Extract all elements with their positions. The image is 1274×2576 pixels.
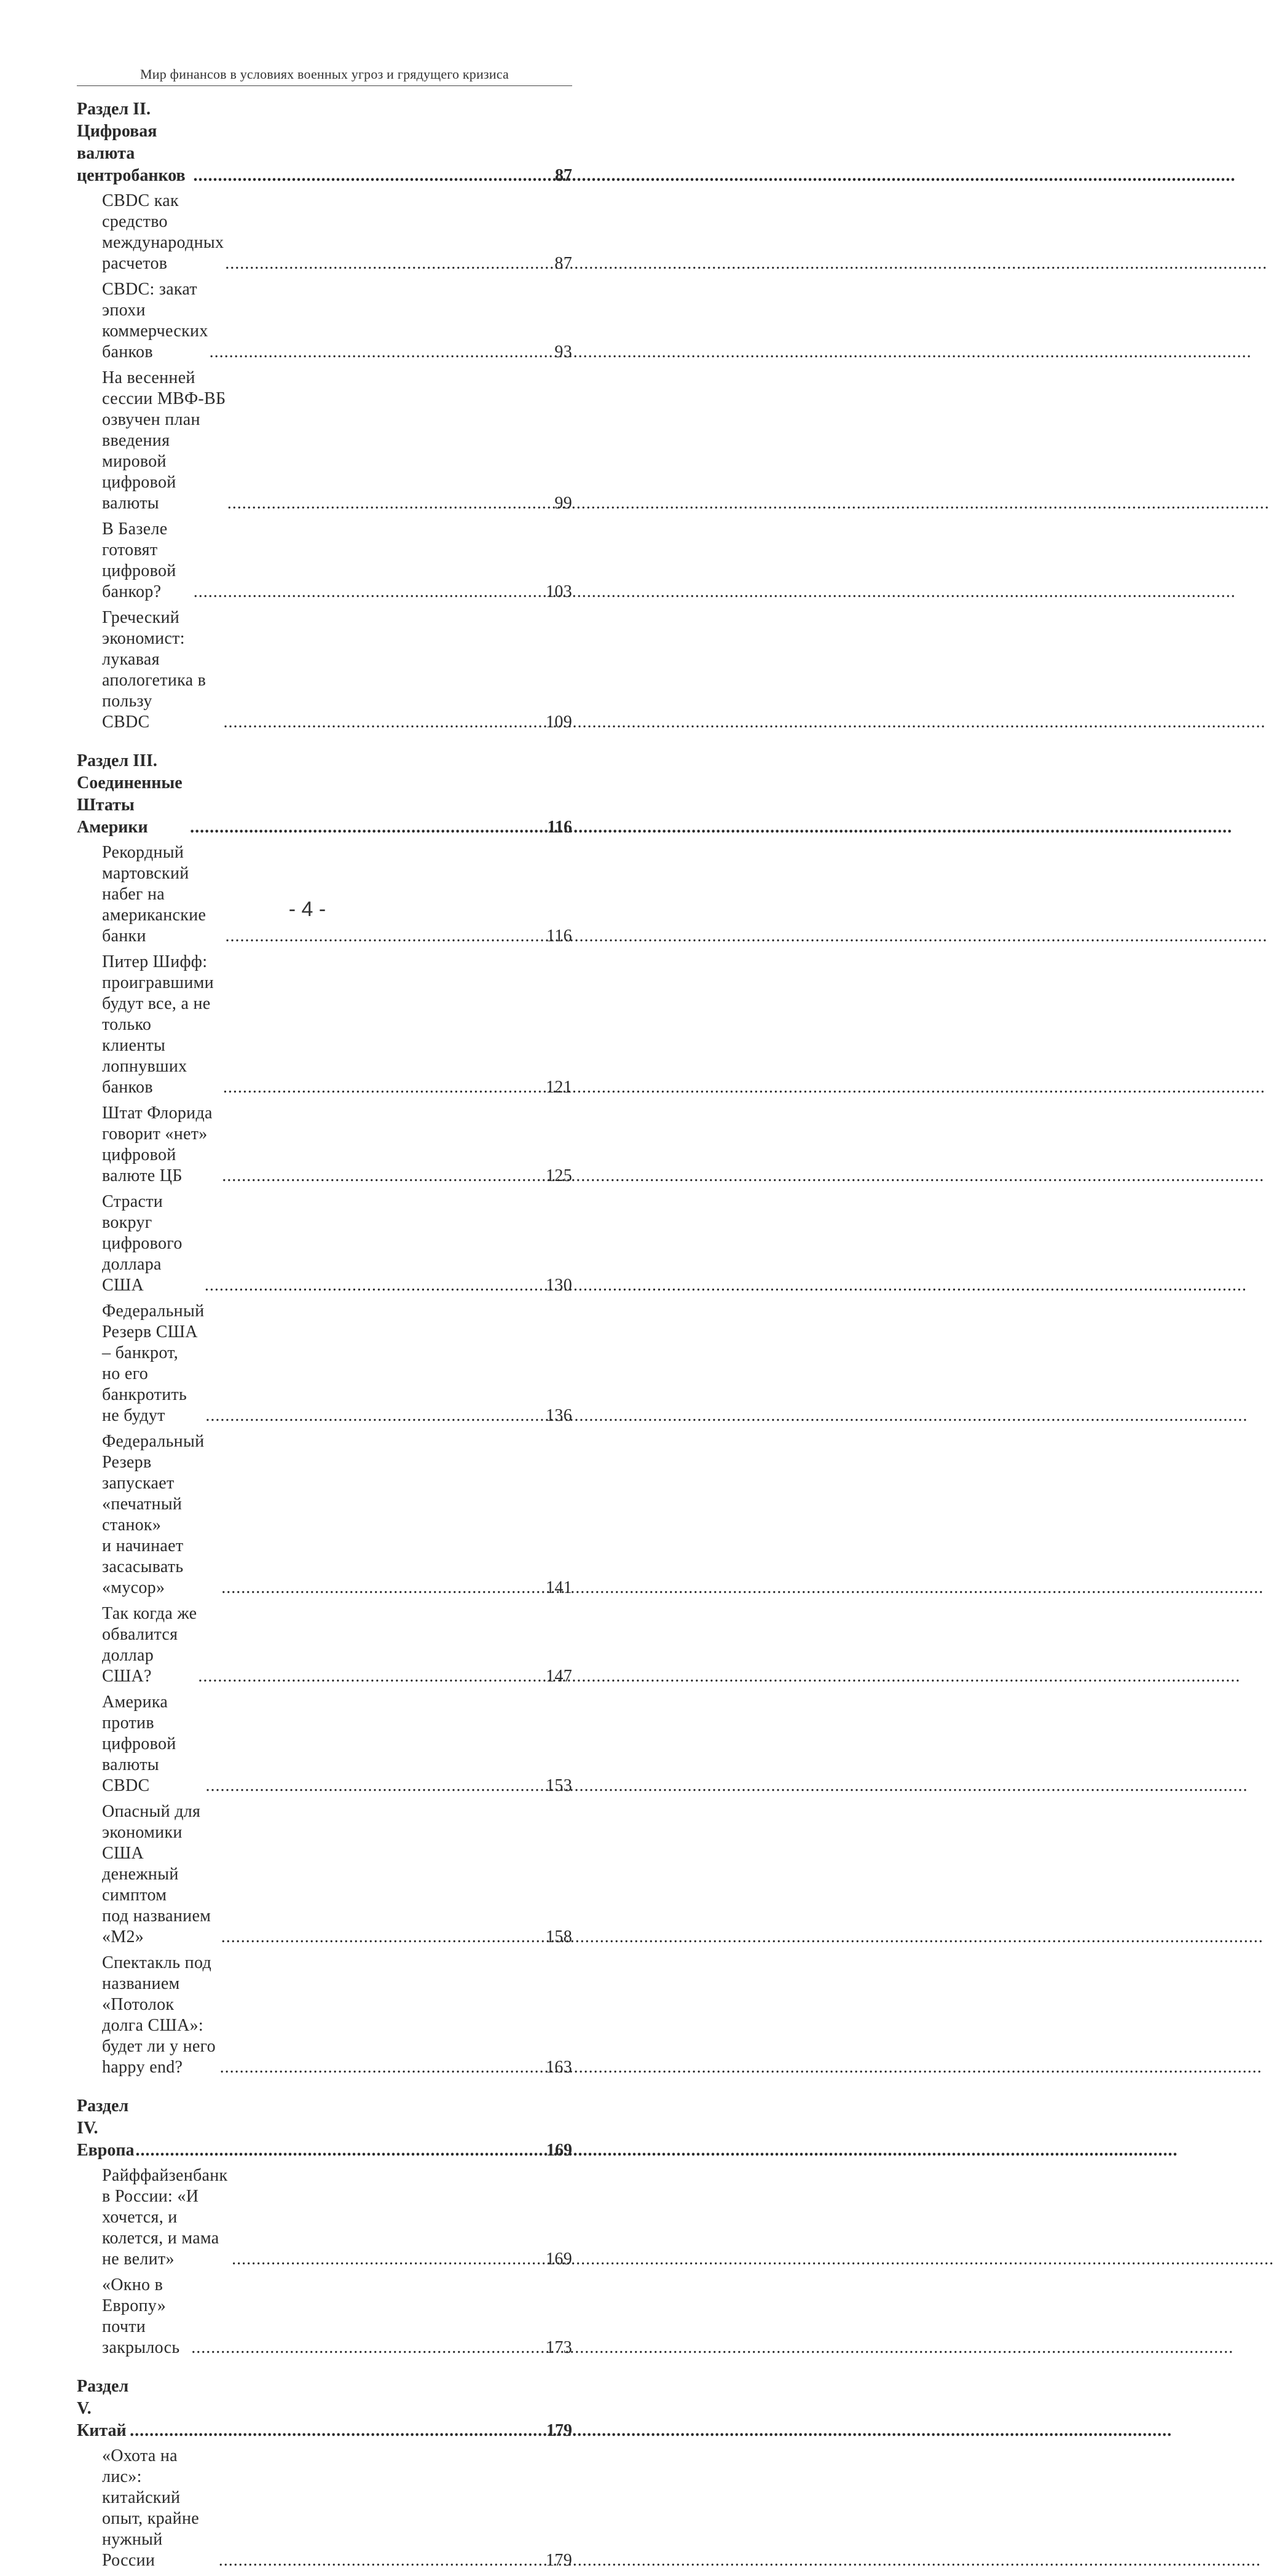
entry-title-line: CBDC: закат эпохи коммерческих банков bbox=[102, 280, 208, 362]
dot-leader bbox=[227, 493, 554, 514]
toc-entry[interactable] bbox=[77, 2446, 572, 2571]
dot-leader bbox=[194, 165, 554, 187]
section-page-number: 179 bbox=[546, 2421, 572, 2440]
entry-title bbox=[102, 952, 222, 1098]
entry-title-line: Опасный для экономики США денежный симптом bbox=[102, 1802, 201, 1905]
entry-title-line: не велит» bbox=[102, 2250, 175, 2269]
section-heading[interactable] bbox=[77, 750, 572, 839]
section-page-number: 116 bbox=[547, 818, 572, 837]
entry-title bbox=[102, 1301, 204, 1426]
entry-title-line: России bbox=[102, 2551, 155, 2570]
entry-page-number: 141 bbox=[546, 1578, 572, 1597]
section-heading[interactable] bbox=[77, 2095, 572, 2162]
entry-title-line: под названием «М2» bbox=[102, 1906, 211, 1946]
dot-leader bbox=[194, 582, 545, 603]
entry-page-number: 103 bbox=[546, 582, 572, 601]
toc-entry[interactable] bbox=[77, 607, 572, 733]
entry-page-number: 99 bbox=[554, 494, 572, 513]
entry-title-line: будет ли у него happy end? bbox=[102, 2037, 216, 2077]
dot-leader bbox=[191, 2337, 545, 2358]
entry-title bbox=[102, 1603, 197, 1687]
toc-entry[interactable] bbox=[77, 952, 572, 1098]
toc-entry[interactable] bbox=[77, 519, 572, 603]
toc-entry[interactable] bbox=[77, 1103, 572, 1187]
dot-leader bbox=[221, 1578, 545, 1598]
table-of-contents bbox=[77, 98, 572, 2576]
entry-title-line: Федеральный Резерв запускает «печатный станок» bbox=[102, 1432, 205, 1535]
entry-title-line: мировой цифровой валюты bbox=[102, 452, 176, 513]
header-rule bbox=[77, 85, 572, 86]
dot-leader bbox=[223, 1077, 545, 1098]
toc-entry[interactable] bbox=[77, 1953, 572, 2078]
page-number: - 4 - bbox=[288, 898, 326, 921]
toc-section bbox=[77, 750, 572, 2078]
entry-title bbox=[102, 1191, 203, 1296]
section-heading[interactable] bbox=[77, 2376, 572, 2442]
entry-title-line: CBDC как средство международных расчетов bbox=[102, 191, 224, 273]
section-title: Раздел II. Цифровая валюта центробанков bbox=[77, 100, 186, 185]
toc-entry[interactable] bbox=[77, 1801, 572, 1948]
section-page-number: 169 bbox=[546, 2141, 572, 2160]
entry-title-line: Питер Шифф: проигравшими будут все, а не только bbox=[102, 952, 214, 1034]
dot-leader bbox=[220, 2057, 545, 2078]
toc-entry[interactable] bbox=[77, 1431, 572, 1598]
entry-title-line: Так когда же обвалится доллар США? bbox=[102, 1604, 197, 1686]
entry-title bbox=[102, 607, 222, 733]
entry-page-number: 136 bbox=[546, 1406, 572, 1425]
dot-leader bbox=[210, 342, 554, 363]
toc-entry[interactable] bbox=[77, 2165, 572, 2270]
toc-entry[interactable] bbox=[77, 1603, 572, 1687]
toc-entry[interactable] bbox=[77, 1191, 572, 1296]
dot-leader bbox=[219, 2550, 545, 2571]
entry-page-number: 158 bbox=[546, 1927, 572, 1946]
entry-title-line: «Окно в Европу» почти закрылось bbox=[102, 2275, 180, 2357]
entry-page-number: 93 bbox=[554, 342, 572, 362]
entry-title bbox=[102, 519, 192, 603]
section-page-number: 87 bbox=[555, 166, 572, 185]
entry-title-line: клиенты лопнувших банков bbox=[102, 1036, 187, 1097]
dot-leader bbox=[221, 1927, 545, 1948]
entry-title bbox=[102, 1431, 220, 1598]
toc-entry[interactable] bbox=[77, 2275, 572, 2358]
entry-title bbox=[102, 1692, 205, 1796]
toc-entry[interactable] bbox=[77, 368, 572, 514]
dot-leader bbox=[206, 1776, 545, 1796]
toc-entry[interactable] bbox=[77, 842, 572, 947]
entry-title bbox=[102, 368, 226, 514]
entry-page-number: 121 bbox=[546, 1078, 572, 1097]
dot-leader bbox=[225, 253, 553, 274]
entry-title-line: Страсти вокруг цифрового доллара США bbox=[102, 1192, 183, 1295]
entry-page-number: 163 bbox=[546, 2058, 572, 2077]
dot-leader bbox=[198, 1666, 545, 1687]
dot-leader bbox=[226, 926, 546, 947]
entry-title bbox=[102, 279, 208, 363]
entry-title bbox=[102, 1953, 219, 2078]
entry-page-number: 109 bbox=[546, 713, 572, 732]
dot-leader bbox=[224, 712, 545, 733]
dot-leader bbox=[222, 1166, 545, 1187]
entry-page-number: 147 bbox=[546, 1667, 572, 1686]
section-title: Раздел IV. Европа bbox=[77, 2096, 135, 2160]
entry-title-line: Райффайзенбанк в России: «И хочется, и колется, и мама bbox=[102, 2166, 228, 2248]
toc-entry[interactable] bbox=[77, 1301, 572, 1426]
dot-leader bbox=[190, 816, 546, 839]
toc-section bbox=[77, 98, 572, 733]
running-head: Мир финансов в условиях военных угроз и грядущего кризиса bbox=[140, 66, 509, 82]
entry-page-number: 153 bbox=[546, 1776, 572, 1795]
entry-page-number: 169 bbox=[546, 2250, 572, 2269]
entry-title bbox=[102, 1103, 221, 1187]
section-title: Раздел V. Китай bbox=[77, 2377, 129, 2440]
dot-leader bbox=[130, 2420, 545, 2442]
entry-page-number: 87 bbox=[554, 254, 572, 273]
dot-leader bbox=[205, 1405, 545, 1426]
entry-title-line: Штат Флорида говорит «нет» цифровой валюте ЦБ bbox=[102, 1104, 213, 1185]
entry-page-number: 179 bbox=[546, 2551, 572, 2570]
entry-title bbox=[102, 191, 224, 274]
entry-page-number: 173 bbox=[546, 2338, 572, 2357]
entry-title bbox=[102, 2275, 190, 2358]
dot-leader bbox=[205, 1275, 545, 1296]
dot-leader bbox=[232, 2249, 545, 2270]
entry-title-line: Спектакль под названием «Потолок долга США»: bbox=[102, 1953, 211, 2035]
entry-title bbox=[102, 2165, 230, 2270]
entry-title-line: В Базеле готовят цифровой банкор? bbox=[102, 520, 176, 601]
entry-title-line: CBDC bbox=[102, 713, 150, 732]
entry-title-line: «Охота на лис»: китайский опыт, крайне нужный bbox=[102, 2446, 199, 2549]
entry-page-number: 130 bbox=[546, 1276, 572, 1295]
entry-title-line: Федеральный Резерв США – банкрот, bbox=[102, 1302, 205, 1362]
toc-entry[interactable] bbox=[77, 191, 572, 274]
entry-page-number: 116 bbox=[546, 926, 572, 946]
toc-section bbox=[77, 2376, 572, 2571]
entry-title-line: Америка против цифровой валюты CBDC bbox=[102, 1693, 176, 1795]
entry-title bbox=[102, 2446, 218, 2571]
section-title: Раздел III. Соединенные Штаты Америки bbox=[77, 751, 183, 837]
entry-title-line: Греческий экономист: лукавая апологетика в пользу bbox=[102, 608, 206, 711]
entry-title-line: Рекордный мартовский набег на американские банки bbox=[102, 843, 206, 946]
entry-page-number: 125 bbox=[546, 1166, 572, 1185]
toc-entry[interactable] bbox=[77, 1692, 572, 1796]
entry-title-line: и начинает засасывать «мусор» bbox=[102, 1536, 184, 1597]
section-heading[interactable] bbox=[77, 98, 572, 187]
entry-title-line: но его банкротить не будут bbox=[102, 1364, 187, 1425]
toc-section bbox=[77, 2095, 572, 2358]
dot-leader bbox=[136, 2139, 546, 2162]
entry-title bbox=[102, 842, 224, 947]
entry-title bbox=[102, 1801, 220, 1948]
entry-title-line: На весенней сессии МВФ-ВБ озвучен план введения bbox=[102, 368, 226, 450]
toc-entry[interactable] bbox=[77, 279, 572, 363]
